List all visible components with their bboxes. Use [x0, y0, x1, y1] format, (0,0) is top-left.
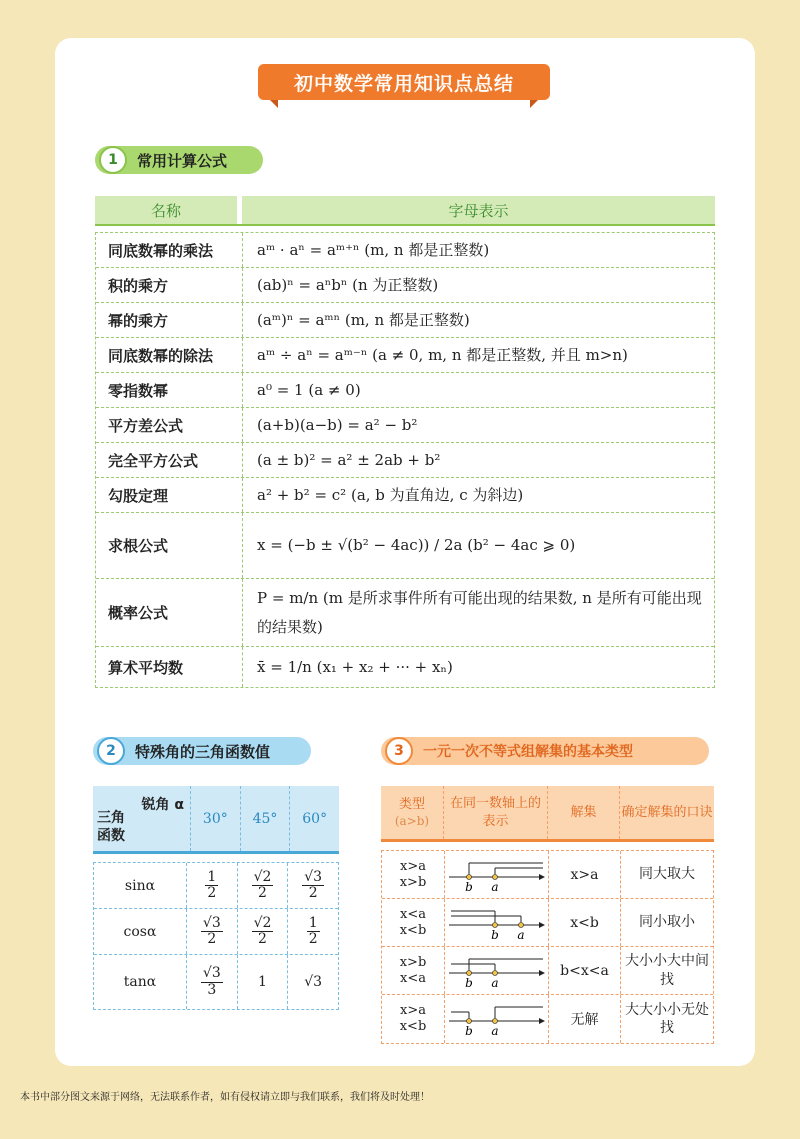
formula-name: 概率公式: [96, 579, 243, 646]
formula-name: 完全平方公式: [96, 443, 243, 477]
col-formula-header: 字母表示: [242, 196, 715, 224]
ineq-1: x>a: [400, 858, 426, 874]
table-row: [96, 443, 714, 478]
angle-45-header: 45°: [240, 786, 290, 851]
solution-cell: x<b: [548, 899, 620, 946]
label-b: b: [464, 879, 473, 894]
number-line: [447, 999, 547, 1039]
type-cell: [382, 851, 444, 898]
point-b: [466, 970, 471, 975]
ineq-2: x<b: [399, 1019, 427, 1034]
label-b: b: [464, 975, 473, 990]
axis-arrow: [539, 922, 545, 928]
inequality-table-header: [381, 786, 714, 842]
fn-cos: cosα: [94, 909, 187, 954]
inequality-table-body: [381, 850, 714, 1044]
formula-expression: (ab)ⁿ = aⁿbⁿ (n 为正整数): [257, 275, 439, 294]
angle-60-header: 60°: [289, 786, 339, 851]
ineq-2: x<b: [399, 922, 427, 938]
section-2-title: 特殊角的三角函数值: [135, 742, 271, 761]
table-row: [382, 899, 713, 947]
section-3-heading: [381, 737, 709, 765]
col-type-label: 类型: [398, 796, 425, 812]
frac-num: √2: [253, 914, 272, 931]
number-line: [447, 951, 547, 991]
formula-expression: x̄ = 1/n (x₁ + x₂ + ··· + xₙ): [257, 657, 453, 676]
frac-num: 1: [207, 868, 217, 885]
formula-expression: (a ± b)² = a² ± 2ab + b²: [257, 450, 441, 469]
table-row: [96, 513, 714, 579]
trig-corner-cell: [93, 786, 190, 851]
section-2-number: 2: [97, 737, 125, 765]
value-cell: [288, 909, 338, 954]
table-row: [94, 955, 338, 1009]
corner-fn-label-1: 三角: [97, 809, 125, 826]
table-row: [96, 233, 714, 268]
corner-angle-label: 锐角 α: [141, 797, 184, 813]
fn-tan: tanα: [94, 955, 187, 1009]
table-row: [96, 268, 714, 303]
formula-expression: (aᵐ)ⁿ = aᵐⁿ (m, n 都是正整数): [257, 310, 470, 329]
value-cell: [288, 863, 338, 908]
axis-cell: [444, 995, 548, 1043]
axis-cell: [444, 899, 548, 946]
axis-cell: [444, 851, 548, 898]
label-a: a: [516, 927, 525, 942]
formula-expression: a⁰ = 1 (a ≠ 0): [257, 380, 361, 399]
frac-num: √3: [202, 914, 221, 931]
table-row: [96, 579, 714, 647]
label-a: a: [490, 1024, 499, 1038]
value-cell: 1: [238, 955, 289, 1009]
table-row: [96, 478, 714, 513]
trig-table-body: [93, 862, 339, 1010]
frac-den: 2: [258, 885, 267, 901]
table-row: [382, 995, 713, 1043]
value-cell: [187, 955, 238, 1009]
frac-num: √3: [202, 965, 221, 982]
inequality-table: [381, 786, 714, 1044]
formula-name: 算术平均数: [96, 647, 243, 687]
point-b: [492, 922, 497, 927]
ineq-2: x<a: [400, 970, 426, 986]
ineq-2: x>b: [399, 874, 427, 890]
trig-table: [93, 786, 339, 1010]
number-line: [447, 903, 547, 943]
section-3-number: 3: [385, 737, 413, 765]
formula-expression: x = (−b ± √(b² − 4ac)) / 2a (b² − 4ac ⩾ 0): [257, 536, 576, 555]
ineq-1: x>a: [400, 1003, 426, 1019]
formula-name: 幂的乘方: [96, 303, 243, 337]
formula-table-body: [95, 232, 715, 688]
table-row: [94, 863, 338, 909]
trig-table-header: [93, 786, 339, 854]
table-row: [96, 373, 714, 408]
point-a: [492, 1019, 497, 1024]
axis-arrow: [539, 970, 545, 976]
formula-expression: P = m/n (m 是所求事件所有可能出现的结果数, n 是所有可能出现的结果数): [257, 589, 702, 636]
point-a: [492, 970, 497, 975]
footer-notice: 本书中部分图文来源于网络，无法联系作者，如有侵权请立即与我们联系，我们将及时处理！: [20, 1092, 430, 1103]
formula-name: 同底数幂的除法: [96, 338, 243, 372]
type-cell: [382, 947, 444, 994]
rule-cell: 同小取小: [620, 899, 713, 946]
axis-cell: [444, 947, 548, 994]
col-type-header: [381, 786, 443, 839]
value-cell: [187, 909, 238, 954]
frac-den: 2: [258, 931, 267, 947]
label-b: b: [490, 927, 499, 942]
formula-expression: aᵐ ÷ aⁿ = aᵐ⁻ⁿ (a ≠ 0, m, n 都是正整数, 并且 m>n): [257, 345, 628, 364]
formula-name: 零指数幂: [96, 373, 243, 407]
formula-table-header: [95, 196, 715, 226]
angle-30-header: 30°: [190, 786, 240, 851]
table-row: [94, 909, 338, 955]
value-cell: [187, 863, 238, 908]
frac-num: 1: [308, 914, 318, 931]
point-a: [492, 874, 497, 879]
solution-cell: x>a: [548, 851, 620, 898]
corner-fn-label: [97, 809, 125, 845]
section-1-title: 常用计算公式: [137, 151, 228, 170]
col-axis-header: 在同一数轴上的表示: [443, 786, 547, 839]
page-title: 初中数学常用知识点总结: [258, 64, 550, 100]
number-line: [447, 855, 547, 895]
value-cell: √3: [304, 974, 323, 990]
axis-arrow: [539, 1018, 545, 1024]
formula-name: 求根公式: [96, 513, 243, 578]
frac-den: 2: [308, 885, 318, 901]
formula-name: 平方差公式: [96, 408, 243, 442]
table-row: [96, 647, 714, 687]
label-a: a: [490, 975, 499, 990]
col-rule-header: 确定解集的口诀: [619, 786, 714, 839]
solution-cell: 无解: [548, 995, 620, 1043]
table-row: [96, 338, 714, 373]
table-row: [382, 947, 713, 995]
table-row: [96, 303, 714, 338]
col-name-header: 名称: [95, 196, 237, 224]
formula-expression: a² + b² = c² (a, b 为直角边, c 为斜边): [257, 485, 524, 504]
type-cell: [382, 899, 444, 946]
frac-num: √3: [304, 868, 323, 885]
formula-name: 勾股定理: [96, 478, 243, 512]
solution-cell: b<x<a: [548, 947, 620, 994]
table-row: [382, 851, 713, 899]
frac-den: 2: [308, 931, 318, 947]
formula-name: 同底数幂的乘法: [96, 233, 243, 267]
formula-expression: (a+b)(a−b) = a² − b²: [257, 415, 418, 434]
frac-den: 3: [207, 981, 217, 998]
col-solution-header: 解集: [547, 786, 619, 839]
section-2-heading: [93, 737, 311, 765]
frac-num: √2: [253, 868, 272, 885]
rule-cell: 大小小大中间找: [620, 947, 713, 994]
col-type-sub: (a>b): [394, 814, 430, 829]
fn-sin: sinα: [94, 863, 187, 908]
ineq-1: x>b: [399, 954, 427, 970]
value-cell: [238, 863, 289, 908]
section-3-title: 一元一次不等式组解集的基本类型: [423, 744, 633, 760]
section-1-number: 1: [99, 146, 127, 174]
point-b: [466, 874, 471, 879]
label-b: b: [464, 1024, 473, 1038]
point-b: [466, 1019, 471, 1024]
section-1-heading: [95, 146, 263, 174]
corner-fn-label-2: 函数: [97, 827, 125, 844]
ineq-1: x<a: [400, 906, 426, 922]
rule-cell: 同大取大: [620, 851, 713, 898]
rule-cell: 大大小小无处找: [620, 995, 713, 1043]
point-a: [518, 922, 523, 927]
formula-expression: aᵐ · aⁿ = aᵐ⁺ⁿ (m, n 都是正整数): [257, 240, 490, 259]
formula-name: 积的乘方: [96, 268, 243, 302]
formula-table: [95, 196, 715, 688]
frac-den: 2: [207, 885, 217, 901]
label-a: a: [490, 879, 499, 894]
frac-den: 2: [207, 931, 217, 947]
value-cell: [238, 909, 289, 954]
axis-arrow: [539, 874, 545, 880]
table-row: [96, 408, 714, 443]
type-cell: [382, 995, 444, 1043]
